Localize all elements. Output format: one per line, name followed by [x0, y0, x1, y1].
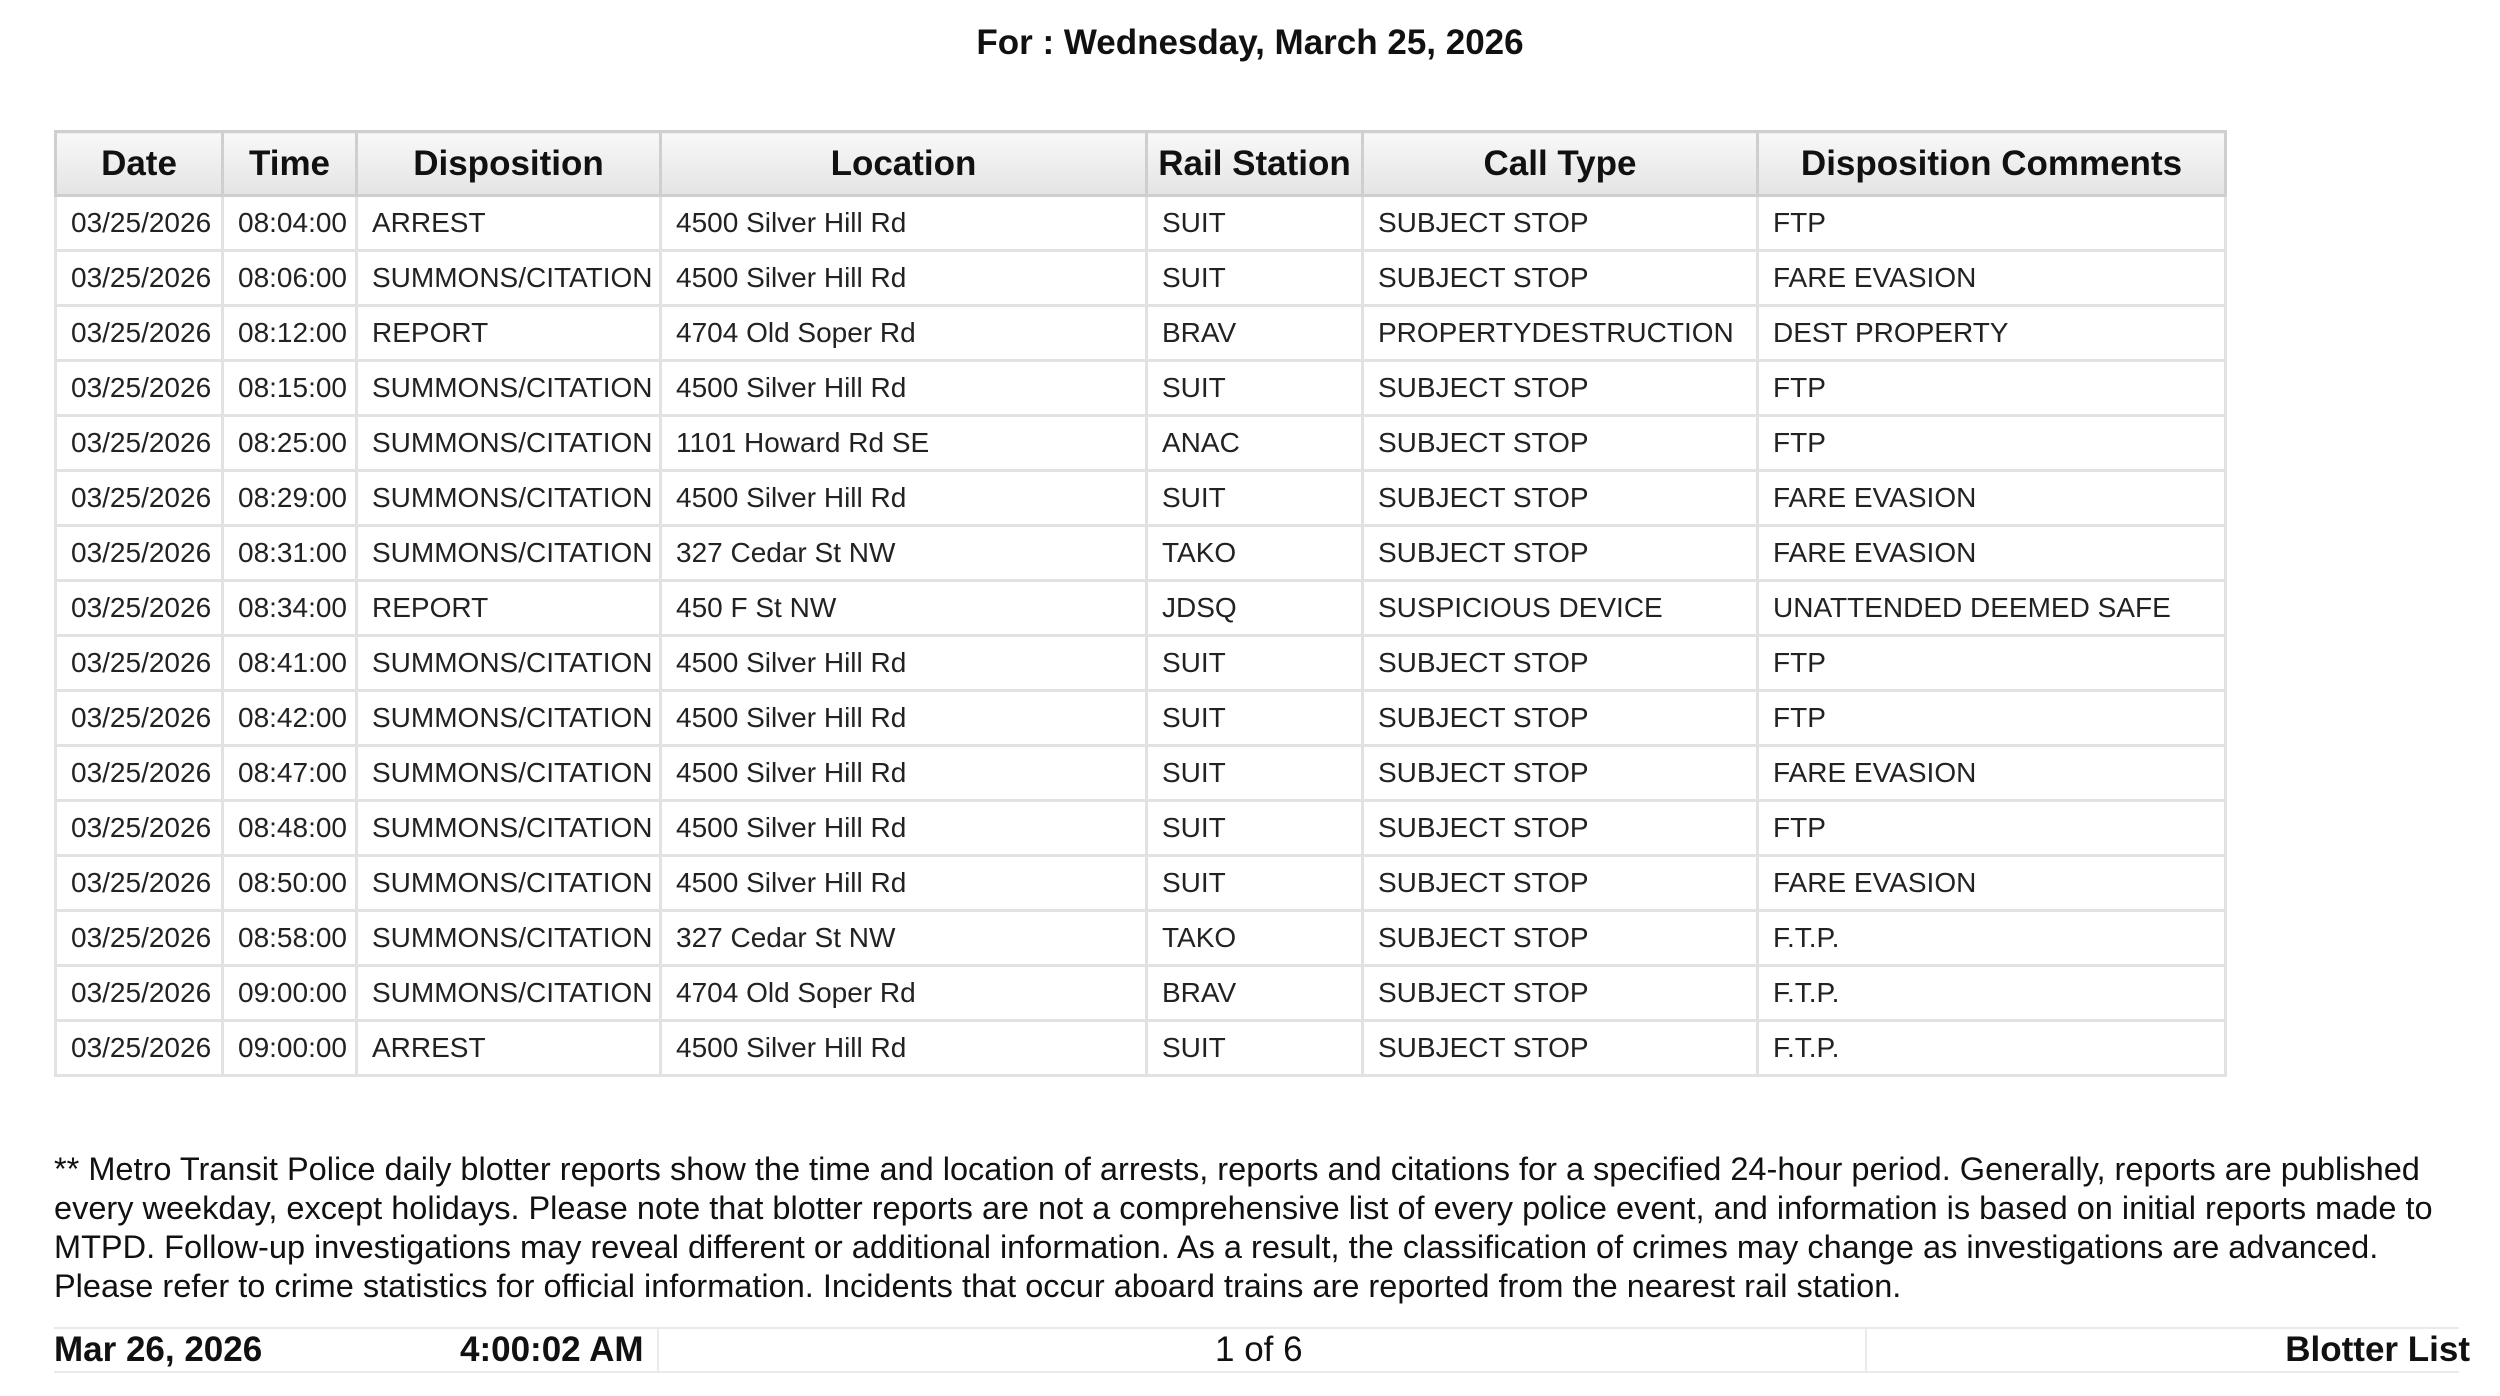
cell-rail-station: SUIT [1147, 361, 1363, 416]
cell-location: 327 Cedar St NW [661, 526, 1147, 581]
cell-call-type: SUBJECT STOP [1363, 746, 1758, 801]
cell-rail-station: SUIT [1147, 636, 1363, 691]
column-header-time: Time [223, 132, 357, 196]
cell-date: 03/25/2026 [56, 416, 223, 471]
table-header-row [56, 132, 2226, 196]
table-row [56, 526, 2226, 581]
cell-time: 08:48:00 [223, 801, 357, 856]
cell-disposition: SUMMONS/CITATION [357, 251, 661, 306]
cell-time: 08:58:00 [223, 911, 357, 966]
cell-time: 08:47:00 [223, 746, 357, 801]
cell-disposition: REPORT [357, 581, 661, 636]
column-header-call-type: Call Type [1363, 132, 1758, 196]
column-header-rail-station: Rail Station [1147, 132, 1363, 196]
column-header-disposition-comments: Disposition Comments [1758, 132, 2226, 196]
cell-rail-station: JDSQ [1147, 581, 1363, 636]
cell-date: 03/25/2026 [56, 361, 223, 416]
cell-disposition-comments: F.T.P. [1758, 966, 2226, 1021]
cell-location: 4500 Silver Hill Rd [661, 251, 1147, 306]
cell-date: 03/25/2026 [56, 911, 223, 966]
cell-time: 08:04:00 [223, 196, 357, 251]
cell-time: 09:00:00 [223, 966, 357, 1021]
table-row [56, 306, 2226, 361]
cell-time: 08:06:00 [223, 251, 357, 306]
cell-date: 03/25/2026 [56, 636, 223, 691]
cell-call-type: SUBJECT STOP [1363, 251, 1758, 306]
table-row [56, 636, 2226, 691]
cell-rail-station: TAKO [1147, 911, 1363, 966]
cell-rail-station: SUIT [1147, 856, 1363, 911]
footer-bottom-rule [54, 1371, 2459, 1373]
cell-rail-station: SUIT [1147, 471, 1363, 526]
footer-divider [1865, 1328, 1867, 1371]
cell-disposition-comments: FTP [1758, 691, 2226, 746]
cell-location: 4500 Silver Hill Rd [661, 801, 1147, 856]
cell-date: 03/25/2026 [56, 801, 223, 856]
cell-disposition: SUMMONS/CITATION [357, 416, 661, 471]
cell-rail-station: ANAC [1147, 416, 1363, 471]
cell-call-type: SUBJECT STOP [1363, 471, 1758, 526]
footer-date: Mar 26, 2026 [54, 1330, 263, 1369]
cell-call-type: SUBJECT STOP [1363, 636, 1758, 691]
cell-call-type: SUBJECT STOP [1363, 801, 1758, 856]
cell-date: 03/25/2026 [56, 966, 223, 1021]
cell-disposition: SUMMONS/CITATION [357, 526, 661, 581]
cell-call-type: SUBJECT STOP [1363, 856, 1758, 911]
cell-call-type: PROPERTYDESTRUCTION [1363, 306, 1758, 361]
footer-report-name: Blotter List [2285, 1330, 2470, 1369]
cell-disposition: SUMMONS/CITATION [357, 636, 661, 691]
cell-disposition: SUMMONS/CITATION [357, 801, 661, 856]
cell-time: 08:50:00 [223, 856, 357, 911]
table-row [56, 911, 2226, 966]
cell-disposition-comments: FARE EVASION [1758, 746, 2226, 801]
cell-location: 327 Cedar St NW [661, 911, 1147, 966]
cell-call-type: SUBJECT STOP [1363, 196, 1758, 251]
footer-page-number: 1 of 6 [1215, 1330, 1303, 1369]
cell-location: 4500 Silver Hill Rd [661, 856, 1147, 911]
cell-date: 03/25/2026 [56, 251, 223, 306]
table-row [56, 581, 2226, 636]
table-row [56, 361, 2226, 416]
cell-date: 03/25/2026 [56, 856, 223, 911]
cell-time: 08:41:00 [223, 636, 357, 691]
cell-time: 08:12:00 [223, 306, 357, 361]
cell-call-type: SUBJECT STOP [1363, 966, 1758, 1021]
cell-disposition-comments: DEST PROPERTY [1758, 306, 2226, 361]
table-row [56, 691, 2226, 746]
cell-call-type: SUBJECT STOP [1363, 691, 1758, 746]
cell-location: 4500 Silver Hill Rd [661, 471, 1147, 526]
cell-location: 4500 Silver Hill Rd [661, 196, 1147, 251]
cell-call-type: SUBJECT STOP [1363, 416, 1758, 471]
cell-time: 08:15:00 [223, 361, 357, 416]
cell-disposition-comments: FTP [1758, 801, 2226, 856]
cell-disposition: SUMMONS/CITATION [357, 361, 661, 416]
table-row [56, 416, 2226, 471]
cell-time: 08:25:00 [223, 416, 357, 471]
cell-location: 4500 Silver Hill Rd [661, 746, 1147, 801]
cell-disposition: ARREST [357, 1021, 661, 1076]
cell-disposition-comments: FTP [1758, 636, 2226, 691]
cell-date: 03/25/2026 [56, 691, 223, 746]
cell-rail-station: SUIT [1147, 251, 1363, 306]
cell-disposition: ARREST [357, 196, 661, 251]
cell-disposition: SUMMONS/CITATION [357, 471, 661, 526]
footer-time: 4:00:02 AM [460, 1330, 644, 1369]
cell-disposition: SUMMONS/CITATION [357, 746, 661, 801]
cell-date: 03/25/2026 [56, 471, 223, 526]
cell-call-type: SUBJECT STOP [1363, 911, 1758, 966]
cell-date: 03/25/2026 [56, 581, 223, 636]
cell-location: 450 F St NW [661, 581, 1147, 636]
cell-date: 03/25/2026 [56, 1021, 223, 1076]
cell-disposition: SUMMONS/CITATION [357, 911, 661, 966]
cell-rail-station: TAKO [1147, 526, 1363, 581]
column-header-date: Date [56, 132, 223, 196]
table-row [56, 966, 2226, 1021]
cell-location: 4704 Old Soper Rd [661, 306, 1147, 361]
cell-disposition: SUMMONS/CITATION [357, 691, 661, 746]
cell-date: 03/25/2026 [56, 196, 223, 251]
table-row [56, 196, 2226, 251]
cell-disposition: REPORT [357, 306, 661, 361]
cell-time: 08:31:00 [223, 526, 357, 581]
cell-rail-station: SUIT [1147, 1021, 1363, 1076]
cell-location: 4704 Old Soper Rd [661, 966, 1147, 1021]
cell-call-type: SUSPICIOUS DEVICE [1363, 581, 1758, 636]
cell-rail-station: SUIT [1147, 801, 1363, 856]
cell-disposition-comments: FTP [1758, 361, 2226, 416]
cell-location: 1101 Howard Rd SE [661, 416, 1147, 471]
cell-disposition-comments: FARE EVASION [1758, 856, 2226, 911]
cell-location: 4500 Silver Hill Rd [661, 691, 1147, 746]
cell-disposition-comments: FTP [1758, 416, 2226, 471]
cell-disposition-comments: FARE EVASION [1758, 471, 2226, 526]
cell-rail-station: SUIT [1147, 746, 1363, 801]
cell-date: 03/25/2026 [56, 306, 223, 361]
cell-rail-station: SUIT [1147, 196, 1363, 251]
cell-time: 08:29:00 [223, 471, 357, 526]
cell-time: 08:42:00 [223, 691, 357, 746]
table-row [56, 856, 2226, 911]
cell-disposition: SUMMONS/CITATION [357, 856, 661, 911]
column-header-location: Location [661, 132, 1147, 196]
footnote: ** Metro Transit Police daily blotter reports show the time and location of arrests, reports and citations for a specified 24-hour period. Generally, reports are published every weekday, except holidays. Please note that blotter reports are not a comprehensive list of every police event, and information is based on initial reports made to MTPD. Follow-up investigations may reveal different or additional information. As a result, the classification of crimes may change as investigations are advanced. Please refer to crime statistics for official information. Incidents that occur aboard trains are reported from the nearest rail station. [54, 1151, 2433, 1304]
cell-date: 03/25/2026 [56, 746, 223, 801]
cell-rail-station: BRAV [1147, 966, 1363, 1021]
cell-disposition-comments: F.T.P. [1758, 911, 2226, 966]
cell-location: 4500 Silver Hill Rd [661, 636, 1147, 691]
cell-location: 4500 Silver Hill Rd [661, 1021, 1147, 1076]
cell-rail-station: SUIT [1147, 691, 1363, 746]
report-title: For : Wednesday, March 25, 2026 [976, 23, 1524, 62]
column-header-disposition: Disposition [357, 132, 661, 196]
table-row [56, 801, 2226, 856]
blotter-table [54, 130, 2227, 1077]
cell-disposition-comments: FARE EVASION [1758, 251, 2226, 306]
cell-time: 09:00:00 [223, 1021, 357, 1076]
cell-rail-station: BRAV [1147, 306, 1363, 361]
table-row [56, 1021, 2226, 1076]
cell-date: 03/25/2026 [56, 526, 223, 581]
cell-call-type: SUBJECT STOP [1363, 526, 1758, 581]
table-row [56, 746, 2226, 801]
cell-time: 08:34:00 [223, 581, 357, 636]
footer-divider [657, 1328, 659, 1371]
table-row [56, 471, 2226, 526]
table-body [56, 196, 2226, 1076]
cell-disposition: SUMMONS/CITATION [357, 966, 661, 1021]
cell-call-type: SUBJECT STOP [1363, 1021, 1758, 1076]
cell-disposition-comments: UNATTENDED DEEMED SAFE [1758, 581, 2226, 636]
table-row [56, 251, 2226, 306]
cell-disposition-comments: F.T.P. [1758, 1021, 2226, 1076]
cell-call-type: SUBJECT STOP [1363, 361, 1758, 416]
cell-location: 4500 Silver Hill Rd [661, 361, 1147, 416]
cell-disposition-comments: FARE EVASION [1758, 526, 2226, 581]
cell-disposition-comments: FTP [1758, 196, 2226, 251]
